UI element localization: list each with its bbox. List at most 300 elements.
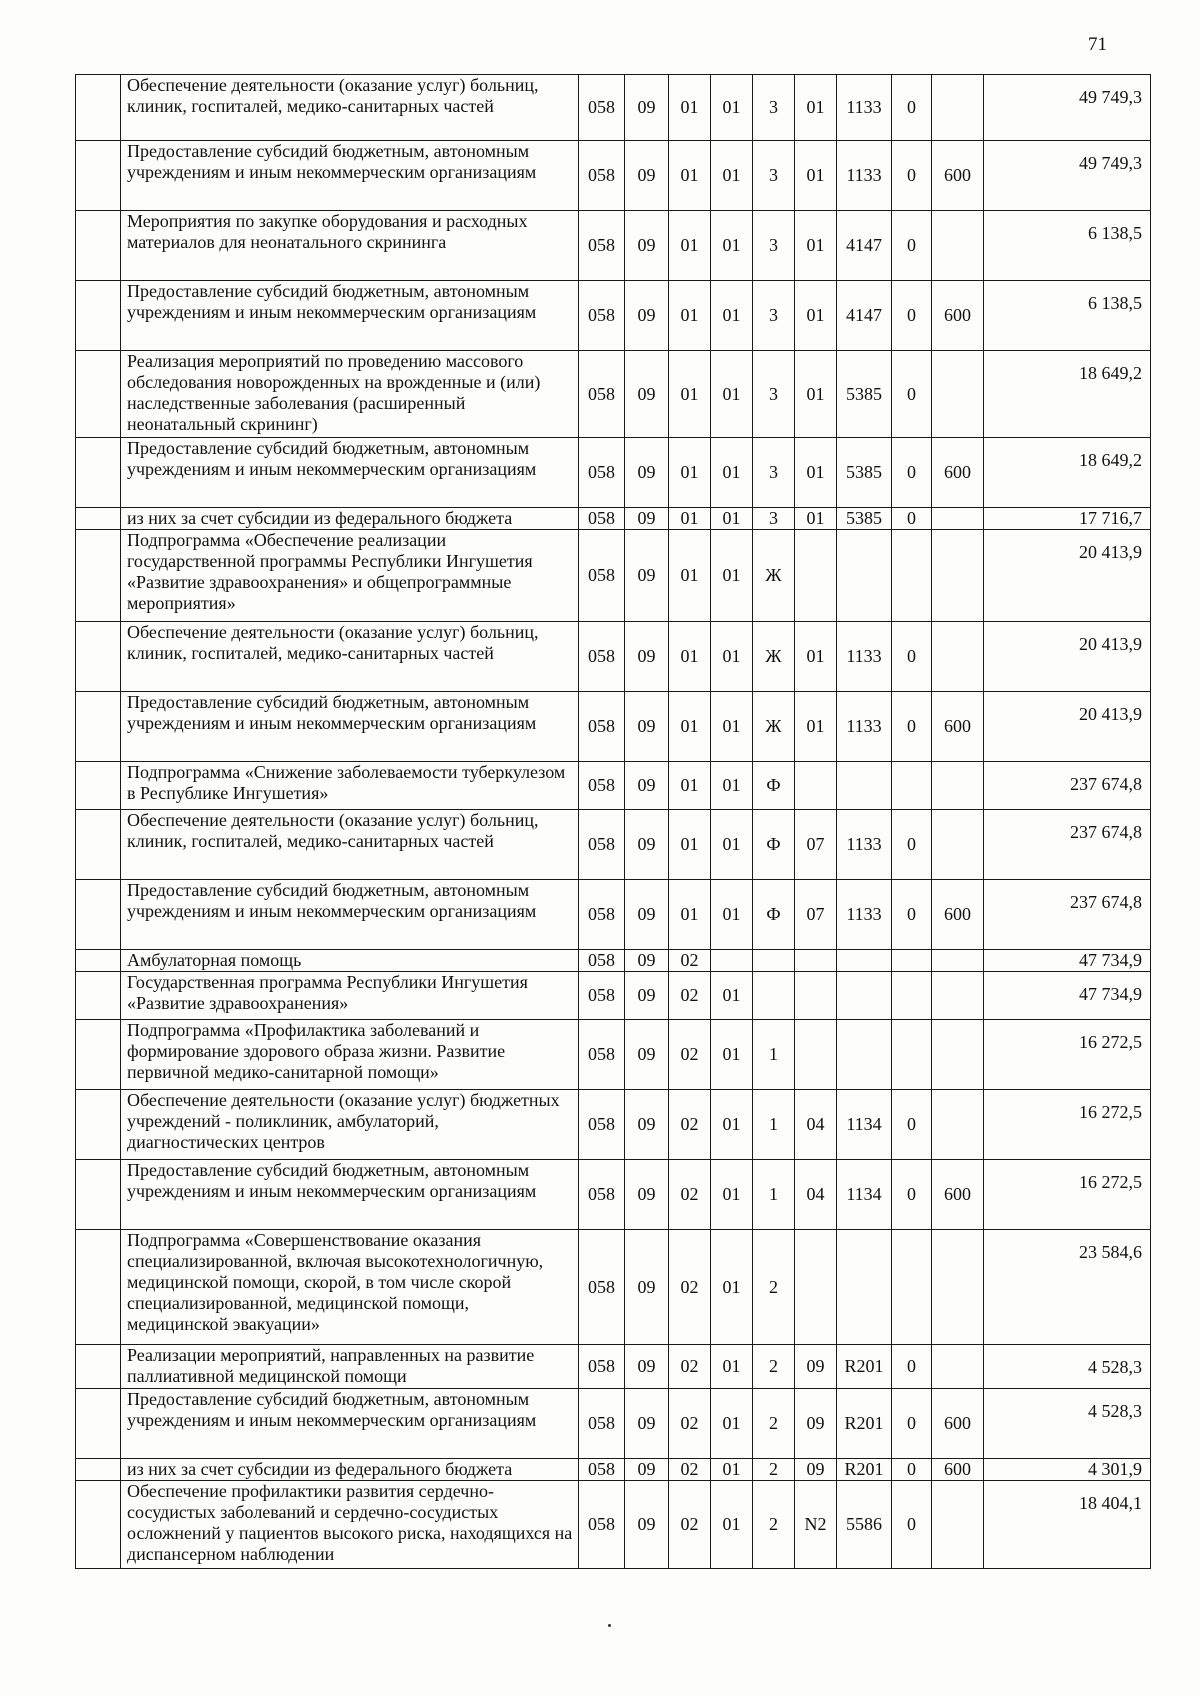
code-cell-c8: 0 bbox=[892, 1160, 932, 1230]
code-cell-c6: 09 bbox=[795, 1345, 837, 1389]
amount-cell: 18 649,2 bbox=[984, 438, 1151, 508]
code-cell-c4: 01 bbox=[711, 1230, 753, 1345]
code-cell-c7: 1133 bbox=[837, 810, 892, 880]
amount-cell: 6 138,5 bbox=[984, 211, 1151, 281]
code-cell-c2: 09 bbox=[625, 1459, 669, 1481]
code-cell-c9: 600 bbox=[932, 141, 984, 211]
code-cell-c2: 09 bbox=[625, 692, 669, 762]
code-cell-c2: 09 bbox=[625, 1020, 669, 1090]
code-cell-c2: 09 bbox=[625, 1230, 669, 1345]
code-cell-c9 bbox=[932, 75, 984, 141]
code-cell-c7: 1133 bbox=[837, 141, 892, 211]
code-cell-c1: 058 bbox=[579, 1459, 625, 1481]
item-name-cell: Предоставление субсидий бюджетным, автономным учреждениям и иным некоммерческим организациям bbox=[121, 1160, 579, 1230]
code-cell-c5: 1 bbox=[753, 1090, 795, 1160]
amount-cell: 49 749,3 bbox=[984, 75, 1151, 141]
code-cell-c3: 02 bbox=[669, 1020, 711, 1090]
table-row bbox=[76, 1020, 1151, 1090]
code-cell-c1: 058 bbox=[579, 141, 625, 211]
code-cell-c3: 01 bbox=[669, 622, 711, 692]
row-number-cell bbox=[76, 530, 121, 622]
row-number-cell bbox=[76, 880, 121, 950]
code-cell-c9: 600 bbox=[932, 692, 984, 762]
table-row bbox=[76, 1345, 1151, 1389]
code-cell-c9: 600 bbox=[932, 1389, 984, 1459]
code-cell-c1: 058 bbox=[579, 622, 625, 692]
row-number-cell bbox=[76, 281, 121, 351]
code-cell-c8: 0 bbox=[892, 211, 932, 281]
code-cell-c9: 600 bbox=[932, 1160, 984, 1230]
table-row bbox=[76, 1481, 1151, 1569]
code-cell-c1: 058 bbox=[579, 810, 625, 880]
code-cell-c5: 1 bbox=[753, 1020, 795, 1090]
row-number-cell bbox=[76, 1481, 121, 1569]
code-cell-c7 bbox=[837, 950, 892, 972]
code-cell-c3: 02 bbox=[669, 1160, 711, 1230]
code-cell-c5: 2 bbox=[753, 1345, 795, 1389]
code-cell-c7: R201 bbox=[837, 1389, 892, 1459]
code-cell-c3: 01 bbox=[669, 762, 711, 810]
code-cell-c9 bbox=[932, 1481, 984, 1569]
row-number-cell bbox=[76, 1160, 121, 1230]
code-cell-c6: 04 bbox=[795, 1160, 837, 1230]
amount-cell: 18 649,2 bbox=[984, 351, 1151, 438]
amount-cell: 4 528,3 bbox=[984, 1389, 1151, 1459]
table-row bbox=[76, 1160, 1151, 1230]
code-cell-c7: 4147 bbox=[837, 211, 892, 281]
code-cell-c8 bbox=[892, 972, 932, 1020]
code-cell-c5: Ф bbox=[753, 810, 795, 880]
table-row bbox=[76, 810, 1151, 880]
amount-cell: 47 734,9 bbox=[984, 972, 1151, 1020]
code-cell-c8 bbox=[892, 1230, 932, 1345]
code-cell-c8: 0 bbox=[892, 810, 932, 880]
code-cell-c1: 058 bbox=[579, 75, 625, 141]
code-cell-c7: 5586 bbox=[837, 1481, 892, 1569]
code-cell-c9 bbox=[932, 1090, 984, 1160]
code-cell-c8 bbox=[892, 530, 932, 622]
code-cell-c1: 058 bbox=[579, 1020, 625, 1090]
code-cell-c8: 0 bbox=[892, 75, 932, 141]
code-cell-c3: 02 bbox=[669, 1090, 711, 1160]
code-cell-c2: 09 bbox=[625, 141, 669, 211]
code-cell-c7 bbox=[837, 762, 892, 810]
code-cell-c2: 09 bbox=[625, 880, 669, 950]
code-cell-c3: 01 bbox=[669, 438, 711, 508]
code-cell-c7 bbox=[837, 530, 892, 622]
code-cell-c8: 0 bbox=[892, 692, 932, 762]
code-cell-c7: R201 bbox=[837, 1345, 892, 1389]
row-number-cell bbox=[76, 1389, 121, 1459]
code-cell-c4: 01 bbox=[711, 810, 753, 880]
row-number-cell bbox=[76, 762, 121, 810]
code-cell-c2: 09 bbox=[625, 211, 669, 281]
code-cell-c1: 058 bbox=[579, 351, 625, 438]
code-cell-c5: 3 bbox=[753, 351, 795, 438]
item-name-cell: Предоставление субсидий бюджетным, автономным учреждениям и иным некоммерческим организациям bbox=[121, 141, 579, 211]
code-cell-c8: 0 bbox=[892, 351, 932, 438]
code-cell-c2: 09 bbox=[625, 1481, 669, 1569]
code-cell-c8: 0 bbox=[892, 622, 932, 692]
item-name-cell: Государственная программа Республики Ингушетия «Развитие здравоохранения» bbox=[121, 972, 579, 1020]
code-cell-c6: 01 bbox=[795, 508, 837, 530]
code-cell-c6: 01 bbox=[795, 438, 837, 508]
code-cell-c1: 058 bbox=[579, 1230, 625, 1345]
code-cell-c8 bbox=[892, 762, 932, 810]
code-cell-c5: Ж bbox=[753, 530, 795, 622]
code-cell-c4: 01 bbox=[711, 1345, 753, 1389]
code-cell-c1: 058 bbox=[579, 972, 625, 1020]
code-cell-c6: 01 bbox=[795, 75, 837, 141]
code-cell-c2: 09 bbox=[625, 762, 669, 810]
code-cell-c5: Ф bbox=[753, 880, 795, 950]
amount-cell: 20 413,9 bbox=[984, 622, 1151, 692]
code-cell-c8 bbox=[892, 950, 932, 972]
code-cell-c7 bbox=[837, 972, 892, 1020]
code-cell-c6 bbox=[795, 1230, 837, 1345]
table-row bbox=[76, 141, 1151, 211]
item-name-cell: Подпрограмма «Обеспечение реализации государственной программы Республики Ингушетия «Развитие здравоохранения» и общепрограммные мероприятия» bbox=[121, 530, 579, 622]
code-cell-c3: 01 bbox=[669, 880, 711, 950]
code-cell-c6 bbox=[795, 762, 837, 810]
amount-cell: 237 674,8 bbox=[984, 810, 1151, 880]
code-cell-c4: 01 bbox=[711, 1020, 753, 1090]
code-cell-c2: 09 bbox=[625, 351, 669, 438]
code-cell-c7: 1133 bbox=[837, 622, 892, 692]
code-cell-c6: 01 bbox=[795, 281, 837, 351]
row-number-cell bbox=[76, 1230, 121, 1345]
code-cell-c2: 09 bbox=[625, 1389, 669, 1459]
code-cell-c6: 01 bbox=[795, 141, 837, 211]
row-number-cell bbox=[76, 972, 121, 1020]
code-cell-c7: 1133 bbox=[837, 880, 892, 950]
table-row bbox=[76, 211, 1151, 281]
row-number-cell bbox=[76, 1020, 121, 1090]
page-number: 71 bbox=[1088, 34, 1107, 55]
code-cell-c9 bbox=[932, 950, 984, 972]
item-name-cell: Подпрограмма «Снижение заболеваемости туберкулезом в Республике Ингушетия» bbox=[121, 762, 579, 810]
table-row bbox=[76, 950, 1151, 972]
code-cell-c8: 0 bbox=[892, 508, 932, 530]
code-cell-c9 bbox=[932, 1345, 984, 1389]
table-row bbox=[76, 1389, 1151, 1459]
code-cell-c6: 07 bbox=[795, 810, 837, 880]
code-cell-c4: 01 bbox=[711, 211, 753, 281]
code-cell-c8: 0 bbox=[892, 141, 932, 211]
code-cell-c9 bbox=[932, 1020, 984, 1090]
code-cell-c2: 09 bbox=[625, 810, 669, 880]
code-cell-c3: 02 bbox=[669, 1345, 711, 1389]
code-cell-c8: 0 bbox=[892, 880, 932, 950]
code-cell-c3: 01 bbox=[669, 530, 711, 622]
code-cell-c8: 0 bbox=[892, 1481, 932, 1569]
table-row bbox=[76, 281, 1151, 351]
code-cell-c3: 02 bbox=[669, 1230, 711, 1345]
item-name-cell: Обеспечение деятельности (оказание услуг) больниц, клиник, госпиталей, медико-санитарных частей bbox=[121, 622, 579, 692]
item-name-cell: Предоставление субсидий бюджетным, автономным учреждениям и иным некоммерческим организациям bbox=[121, 281, 579, 351]
code-cell-c2: 09 bbox=[625, 1090, 669, 1160]
code-cell-c6: 01 bbox=[795, 692, 837, 762]
amount-cell: 16 272,5 bbox=[984, 1160, 1151, 1230]
code-cell-c4 bbox=[711, 950, 753, 972]
code-cell-c4: 01 bbox=[711, 1481, 753, 1569]
amount-cell: 49 749,3 bbox=[984, 141, 1151, 211]
code-cell-c8: 0 bbox=[892, 1345, 932, 1389]
code-cell-c3: 02 bbox=[669, 972, 711, 1020]
code-cell-c4: 01 bbox=[711, 762, 753, 810]
code-cell-c5: 3 bbox=[753, 211, 795, 281]
code-cell-c9 bbox=[932, 1230, 984, 1345]
code-cell-c9 bbox=[932, 622, 984, 692]
code-cell-c4: 01 bbox=[711, 880, 753, 950]
code-cell-c6 bbox=[795, 972, 837, 1020]
code-cell-c1: 058 bbox=[579, 1090, 625, 1160]
code-cell-c7: 1133 bbox=[837, 75, 892, 141]
table-row bbox=[76, 1230, 1151, 1345]
code-cell-c1: 058 bbox=[579, 1481, 625, 1569]
code-cell-c5: 3 bbox=[753, 438, 795, 508]
table-row bbox=[76, 762, 1151, 810]
amount-cell: 6 138,5 bbox=[984, 281, 1151, 351]
row-number-cell bbox=[76, 1090, 121, 1160]
code-cell-c7: R201 bbox=[837, 1459, 892, 1481]
code-cell-c4: 01 bbox=[711, 281, 753, 351]
amount-cell: 18 404,1 bbox=[984, 1481, 1151, 1569]
code-cell-c5: 1 bbox=[753, 1160, 795, 1230]
scan-speck bbox=[608, 1624, 611, 1627]
code-cell-c3: 02 bbox=[669, 1459, 711, 1481]
item-name-cell: Подпрограмма «Профилактика заболеваний и формирование здорового образа жизни. Развитие первичной медико-санитарной помощи» bbox=[121, 1020, 579, 1090]
code-cell-c8 bbox=[892, 1020, 932, 1090]
code-cell-c9: 600 bbox=[932, 281, 984, 351]
code-cell-c5: Ж bbox=[753, 622, 795, 692]
table-row bbox=[76, 622, 1151, 692]
code-cell-c4: 01 bbox=[711, 75, 753, 141]
code-cell-c9 bbox=[932, 351, 984, 438]
code-cell-c2: 09 bbox=[625, 281, 669, 351]
code-cell-c9 bbox=[932, 762, 984, 810]
code-cell-c7: 1134 bbox=[837, 1160, 892, 1230]
code-cell-c2: 09 bbox=[625, 950, 669, 972]
code-cell-c9: 600 bbox=[932, 880, 984, 950]
table-row bbox=[76, 438, 1151, 508]
code-cell-c6: 01 bbox=[795, 351, 837, 438]
code-cell-c6: 01 bbox=[795, 622, 837, 692]
item-name-cell: Предоставление субсидий бюджетным, автономным учреждениям и иным некоммерческим организациям bbox=[121, 1389, 579, 1459]
row-number-cell bbox=[76, 438, 121, 508]
code-cell-c4: 01 bbox=[711, 530, 753, 622]
row-number-cell bbox=[76, 1345, 121, 1389]
item-name-cell: Обеспечение деятельности (оказание услуг) больниц, клиник, госпиталей, медико-санитарных частей bbox=[121, 75, 579, 141]
code-cell-c6: N2 bbox=[795, 1481, 837, 1569]
item-name-cell: Обеспечение профилактики развития сердечно-сосудистых заболеваний и сердечно-сосудистых осложнений у пациентов высокого риска, находящихся на диспансерном наблюдении bbox=[121, 1481, 579, 1569]
code-cell-c3: 01 bbox=[669, 281, 711, 351]
item-name-cell: Предоставление субсидий бюджетным, автономным учреждениям и иным некоммерческим организациям bbox=[121, 692, 579, 762]
code-cell-c2: 09 bbox=[625, 75, 669, 141]
table-row bbox=[76, 508, 1151, 530]
budget-table bbox=[75, 74, 1151, 1569]
item-name-cell: из них за счет субсидии из федерального бюджета bbox=[121, 1459, 579, 1481]
code-cell-c4: 01 bbox=[711, 1459, 753, 1481]
table-row bbox=[76, 75, 1151, 141]
code-cell-c9 bbox=[932, 972, 984, 1020]
code-cell-c2: 09 bbox=[625, 1160, 669, 1230]
code-cell-c5: 3 bbox=[753, 508, 795, 530]
code-cell-c3: 01 bbox=[669, 508, 711, 530]
item-name-cell: Предоставление субсидий бюджетным, автономным учреждениям и иным некоммерческим организациям bbox=[121, 880, 579, 950]
row-number-cell bbox=[76, 1459, 121, 1481]
item-name-cell: Обеспечение деятельности (оказание услуг) больниц, клиник, госпиталей, медико-санитарных частей bbox=[121, 810, 579, 880]
code-cell-c4: 01 bbox=[711, 972, 753, 1020]
code-cell-c6 bbox=[795, 530, 837, 622]
code-cell-c1: 058 bbox=[579, 950, 625, 972]
amount-cell: 47 734,9 bbox=[984, 950, 1151, 972]
code-cell-c4: 01 bbox=[711, 1090, 753, 1160]
code-cell-c5: 2 bbox=[753, 1459, 795, 1481]
code-cell-c7: 5385 bbox=[837, 508, 892, 530]
code-cell-c9: 600 bbox=[932, 438, 984, 508]
code-cell-c6: 07 bbox=[795, 880, 837, 950]
code-cell-c5: Ф bbox=[753, 762, 795, 810]
code-cell-c7: 4147 bbox=[837, 281, 892, 351]
code-cell-c5: 3 bbox=[753, 75, 795, 141]
code-cell-c5 bbox=[753, 972, 795, 1020]
code-cell-c6: 04 bbox=[795, 1090, 837, 1160]
code-cell-c8: 0 bbox=[892, 438, 932, 508]
code-cell-c5 bbox=[753, 950, 795, 972]
row-number-cell bbox=[76, 950, 121, 972]
code-cell-c3: 02 bbox=[669, 1481, 711, 1569]
code-cell-c5: 2 bbox=[753, 1481, 795, 1569]
row-number-cell bbox=[76, 508, 121, 530]
item-name-cell: Амбулаторная помощь bbox=[121, 950, 579, 972]
code-cell-c1: 058 bbox=[579, 1345, 625, 1389]
code-cell-c3: 01 bbox=[669, 75, 711, 141]
code-cell-c4: 01 bbox=[711, 438, 753, 508]
row-number-cell bbox=[76, 141, 121, 211]
amount-cell: 16 272,5 bbox=[984, 1090, 1151, 1160]
code-cell-c8: 0 bbox=[892, 281, 932, 351]
table-row bbox=[76, 1090, 1151, 1160]
code-cell-c7 bbox=[837, 1020, 892, 1090]
code-cell-c8: 0 bbox=[892, 1389, 932, 1459]
row-number-cell bbox=[76, 75, 121, 141]
code-cell-c7: 1133 bbox=[837, 692, 892, 762]
code-cell-c9 bbox=[932, 508, 984, 530]
amount-cell: 20 413,9 bbox=[984, 530, 1151, 622]
amount-cell: 20 413,9 bbox=[984, 692, 1151, 762]
code-cell-c4: 01 bbox=[711, 508, 753, 530]
code-cell-c6: 01 bbox=[795, 211, 837, 281]
code-cell-c1: 058 bbox=[579, 530, 625, 622]
code-cell-c1: 058 bbox=[579, 762, 625, 810]
code-cell-c9 bbox=[932, 810, 984, 880]
amount-cell: 4 528,3 bbox=[984, 1345, 1151, 1389]
code-cell-c9 bbox=[932, 211, 984, 281]
code-cell-c3: 01 bbox=[669, 351, 711, 438]
row-number-cell bbox=[76, 211, 121, 281]
code-cell-c4: 01 bbox=[711, 351, 753, 438]
code-cell-c7: 1134 bbox=[837, 1090, 892, 1160]
code-cell-c3: 02 bbox=[669, 950, 711, 972]
code-cell-c2: 09 bbox=[625, 530, 669, 622]
code-cell-c5: 2 bbox=[753, 1230, 795, 1345]
code-cell-c6: 09 bbox=[795, 1389, 837, 1459]
code-cell-c6 bbox=[795, 950, 837, 972]
code-cell-c7 bbox=[837, 1230, 892, 1345]
table-row bbox=[76, 1459, 1151, 1481]
item-name-cell: Подпрограмма «Совершенствование оказания специализированной, включая высокотехнологичную, медицинской помощи, скорой, в том числе скорой специализированной, медицинской помощи, медицинской эвакуации» bbox=[121, 1230, 579, 1345]
amount-cell: 17 716,7 bbox=[984, 508, 1151, 530]
code-cell-c1: 058 bbox=[579, 1160, 625, 1230]
table-row bbox=[76, 692, 1151, 762]
code-cell-c4: 01 bbox=[711, 141, 753, 211]
item-name-cell: из них за счет субсидии из федерального бюджета bbox=[121, 508, 579, 530]
item-name-cell: Реализация мероприятий по проведению массового обследования новорожденных на врожденные и (или) наследственные заболевания (расширенный неонатальный скрининг) bbox=[121, 351, 579, 438]
code-cell-c1: 058 bbox=[579, 211, 625, 281]
table-row bbox=[76, 880, 1151, 950]
code-cell-c5: 3 bbox=[753, 141, 795, 211]
code-cell-c2: 09 bbox=[625, 438, 669, 508]
code-cell-c1: 058 bbox=[579, 1389, 625, 1459]
code-cell-c1: 058 bbox=[579, 692, 625, 762]
amount-cell: 23 584,6 bbox=[984, 1230, 1151, 1345]
code-cell-c1: 058 bbox=[579, 880, 625, 950]
code-cell-c5: 2 bbox=[753, 1389, 795, 1459]
code-cell-c2: 09 bbox=[625, 622, 669, 692]
row-number-cell bbox=[76, 622, 121, 692]
code-cell-c4: 01 bbox=[711, 692, 753, 762]
amount-cell: 237 674,8 bbox=[984, 880, 1151, 950]
code-cell-c6: 09 bbox=[795, 1459, 837, 1481]
code-cell-c4: 01 bbox=[711, 622, 753, 692]
code-cell-c3: 01 bbox=[669, 810, 711, 880]
code-cell-c6 bbox=[795, 1020, 837, 1090]
code-cell-c8: 0 bbox=[892, 1459, 932, 1481]
code-cell-c5: Ж bbox=[753, 692, 795, 762]
amount-cell: 16 272,5 bbox=[984, 1020, 1151, 1090]
code-cell-c3: 01 bbox=[669, 141, 711, 211]
table-row bbox=[76, 351, 1151, 438]
code-cell-c5: 3 bbox=[753, 281, 795, 351]
code-cell-c2: 09 bbox=[625, 508, 669, 530]
row-number-cell bbox=[76, 692, 121, 762]
code-cell-c2: 09 bbox=[625, 972, 669, 1020]
code-cell-c3: 01 bbox=[669, 211, 711, 281]
item-name-cell: Предоставление субсидий бюджетным, автономным учреждениям и иным некоммерческим организациям bbox=[121, 438, 579, 508]
amount-cell: 237 674,8 bbox=[984, 762, 1151, 810]
code-cell-c9: 600 bbox=[932, 1459, 984, 1481]
code-cell-c4: 01 bbox=[711, 1160, 753, 1230]
code-cell-c3: 02 bbox=[669, 1389, 711, 1459]
code-cell-c9 bbox=[932, 530, 984, 622]
code-cell-c1: 058 bbox=[579, 508, 625, 530]
code-cell-c1: 058 bbox=[579, 281, 625, 351]
code-cell-c1: 058 bbox=[579, 438, 625, 508]
row-number-cell bbox=[76, 351, 121, 438]
code-cell-c4: 01 bbox=[711, 1389, 753, 1459]
row-number-cell bbox=[76, 810, 121, 880]
code-cell-c2: 09 bbox=[625, 1345, 669, 1389]
table-row bbox=[76, 972, 1151, 1020]
table-row bbox=[76, 530, 1151, 622]
code-cell-c3: 01 bbox=[669, 692, 711, 762]
item-name-cell: Реализации мероприятий, направленных на развитие паллиативной медицинской помощи bbox=[121, 1345, 579, 1389]
item-name-cell: Мероприятия по закупке оборудования и расходных материалов для неонатального скрининга bbox=[121, 211, 579, 281]
code-cell-c8: 0 bbox=[892, 1090, 932, 1160]
code-cell-c7: 5385 bbox=[837, 351, 892, 438]
item-name-cell: Обеспечение деятельности (оказание услуг) бюджетных учреждений - поликлиник, амбулаторий, диагностических центров bbox=[121, 1090, 579, 1160]
